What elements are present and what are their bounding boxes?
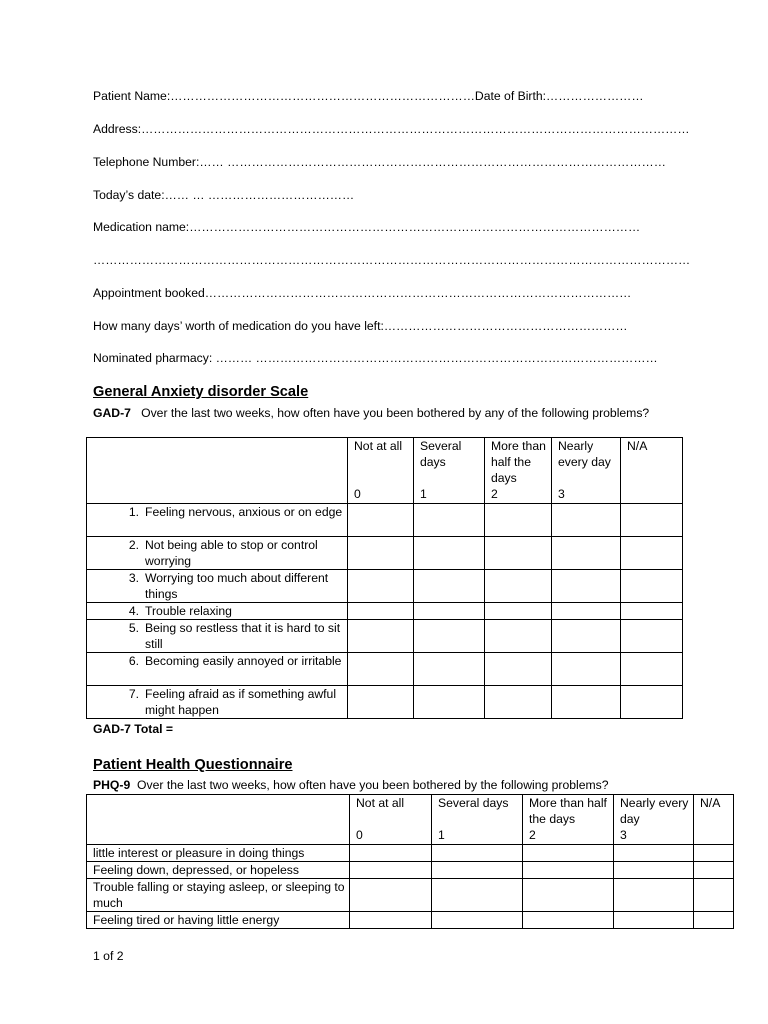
phq-header-row xyxy=(87,795,734,845)
telephone-field[interactable]: Telephone Number:…… ……………………………………………………………………………………………… xyxy=(93,155,666,169)
gad-item-1: 1. Feeling nervous, anxious or on edge xyxy=(87,504,348,537)
gad-header-more-than-half: More than half the days 2 xyxy=(485,438,552,504)
gad-item-3: 3. Worrying too much about different things xyxy=(87,570,348,603)
phq-item-1: little interest or pleasure in doing things xyxy=(87,845,350,862)
score-cell[interactable] xyxy=(350,912,432,929)
score-cell[interactable] xyxy=(694,845,734,862)
medication-name-continuation-field[interactable]: ………………………………………………………………………………………………………………………………… xyxy=(93,253,691,267)
score-cell[interactable] xyxy=(485,620,552,653)
table-row xyxy=(87,653,683,686)
score-cell[interactable] xyxy=(552,537,621,570)
gad-total: GAD-7 Total = xyxy=(93,722,174,736)
phq-code: PHQ-9 xyxy=(93,778,131,792)
gad-header-row xyxy=(87,438,683,504)
score-cell[interactable] xyxy=(614,912,694,929)
phq-table xyxy=(86,794,734,929)
score-cell[interactable] xyxy=(614,862,694,879)
score-cell[interactable] xyxy=(485,504,552,537)
score-cell[interactable] xyxy=(621,686,683,719)
appointment-booked-field[interactable]: Appointment booked…………………………………………………………………………………………… xyxy=(93,286,632,300)
gad-item-4: 4. Trouble relaxing xyxy=(87,603,348,620)
score-cell[interactable] xyxy=(432,912,523,929)
score-cell[interactable] xyxy=(348,537,414,570)
score-cell[interactable] xyxy=(414,570,485,603)
score-cell[interactable] xyxy=(432,845,523,862)
score-cell[interactable] xyxy=(614,845,694,862)
gad-header-nearly-every-day: Nearly every day 3 xyxy=(552,438,621,504)
patient-name-dob-field[interactable]: Patient Name:…………………………………………………………………Date of Birth:…………………… xyxy=(93,89,644,103)
medication-days-left-field[interactable]: How many days’ worth of medication do you have left:…………………………………………………… xyxy=(93,319,628,333)
score-cell[interactable] xyxy=(414,653,485,686)
score-cell[interactable] xyxy=(694,879,734,912)
table-row xyxy=(87,912,734,929)
score-cell[interactable] xyxy=(552,620,621,653)
score-cell[interactable] xyxy=(348,504,414,537)
score-cell[interactable] xyxy=(348,603,414,620)
score-cell[interactable] xyxy=(552,603,621,620)
score-cell[interactable] xyxy=(621,620,683,653)
score-cell[interactable] xyxy=(350,879,432,912)
score-cell[interactable] xyxy=(523,879,614,912)
phq-item-2: Feeling down, depressed, or hopeless xyxy=(87,862,350,879)
gad-table xyxy=(86,437,683,719)
phq-intro xyxy=(93,777,733,793)
score-cell[interactable] xyxy=(523,862,614,879)
score-cell[interactable] xyxy=(523,845,614,862)
phq-header-na: N/A xyxy=(694,795,734,845)
table-row xyxy=(87,620,683,653)
phq-header-more-than-half: More than half the days 2 xyxy=(523,795,614,845)
table-row xyxy=(87,845,734,862)
medication-name-field[interactable]: Medication name:………………………………………………………………………………………………… xyxy=(93,220,641,234)
address-field[interactable]: Address:……………………………………………………………………………………………………………………… xyxy=(93,122,690,136)
score-cell[interactable] xyxy=(523,912,614,929)
score-cell[interactable] xyxy=(432,862,523,879)
gad-header-several-days: Several days 1 xyxy=(414,438,485,504)
score-cell[interactable] xyxy=(621,504,683,537)
score-cell[interactable] xyxy=(552,653,621,686)
score-cell[interactable] xyxy=(485,686,552,719)
score-cell[interactable] xyxy=(552,686,621,719)
table-row xyxy=(87,570,683,603)
todays-date-field[interactable]: Today’s date:…… … ……………………………… xyxy=(93,188,355,202)
score-cell[interactable] xyxy=(348,653,414,686)
table-row xyxy=(87,879,734,912)
score-cell[interactable] xyxy=(694,912,734,929)
gad-question: Over the last two weeks, how often have you been bothered by any of the following problems? xyxy=(141,406,650,420)
gad-item-2: 2. Not being able to stop or control worrying xyxy=(87,537,348,570)
phq-header-nearly-every-day: Nearly every day 3 xyxy=(614,795,694,845)
phq-header-several-days: Several days 1 xyxy=(432,795,523,845)
score-cell[interactable] xyxy=(485,653,552,686)
page-number: 1 of 2 xyxy=(93,949,124,963)
phq-header-not-at-all: Not at all 0 xyxy=(350,795,432,845)
score-cell[interactable] xyxy=(348,620,414,653)
score-cell[interactable] xyxy=(614,879,694,912)
gad-header-blank xyxy=(87,438,348,504)
score-cell[interactable] xyxy=(348,686,414,719)
score-cell[interactable] xyxy=(485,603,552,620)
phq-item-4: Feeling tired or having little energy xyxy=(87,912,350,929)
score-cell[interactable] xyxy=(621,603,683,620)
score-cell[interactable] xyxy=(350,845,432,862)
score-cell[interactable] xyxy=(621,570,683,603)
score-cell[interactable] xyxy=(552,504,621,537)
gad-header-na: N/A xyxy=(621,438,683,504)
gad-code: GAD-7 xyxy=(93,406,131,420)
score-cell[interactable] xyxy=(414,603,485,620)
score-cell[interactable] xyxy=(485,537,552,570)
phq-header-blank xyxy=(87,795,350,845)
score-cell[interactable] xyxy=(432,879,523,912)
score-cell[interactable] xyxy=(621,653,683,686)
score-cell[interactable] xyxy=(414,620,485,653)
gad-item-5: 5. Being so restless that it is hard to sit still xyxy=(87,620,348,653)
gad-header-not-at-all: Not at all 0 xyxy=(348,438,414,504)
score-cell[interactable] xyxy=(552,570,621,603)
score-cell[interactable] xyxy=(694,862,734,879)
gad-section-title: General Anxiety disorder Scale xyxy=(93,384,309,400)
table-row xyxy=(87,686,683,719)
phq-question: Over the last two weeks, how often have you been bothered by the following problems? xyxy=(137,778,609,792)
nominated-pharmacy-field[interactable]: Nominated pharmacy: ……… ……………………………………………………………………………………… xyxy=(93,351,658,365)
score-cell[interactable] xyxy=(350,862,432,879)
gad-item-6: 6. Becoming easily annoyed or irritable xyxy=(87,653,348,686)
table-row xyxy=(87,537,683,570)
phq-section-title: Patient Health Questionnaire xyxy=(93,757,293,773)
table-row xyxy=(87,862,734,879)
phq-item-3: Trouble falling or staying asleep, or sleeping to much xyxy=(87,879,350,912)
score-cell[interactable] xyxy=(348,570,414,603)
table-row xyxy=(87,504,683,537)
score-cell[interactable] xyxy=(414,504,485,537)
score-cell[interactable] xyxy=(414,686,485,719)
gad-intro xyxy=(93,405,653,421)
score-cell[interactable] xyxy=(485,570,552,603)
score-cell[interactable] xyxy=(414,537,485,570)
gad-item-7: 7. Feeling afraid as if something awful might happen xyxy=(87,686,348,719)
table-row xyxy=(87,603,683,620)
score-cell[interactable] xyxy=(621,537,683,570)
